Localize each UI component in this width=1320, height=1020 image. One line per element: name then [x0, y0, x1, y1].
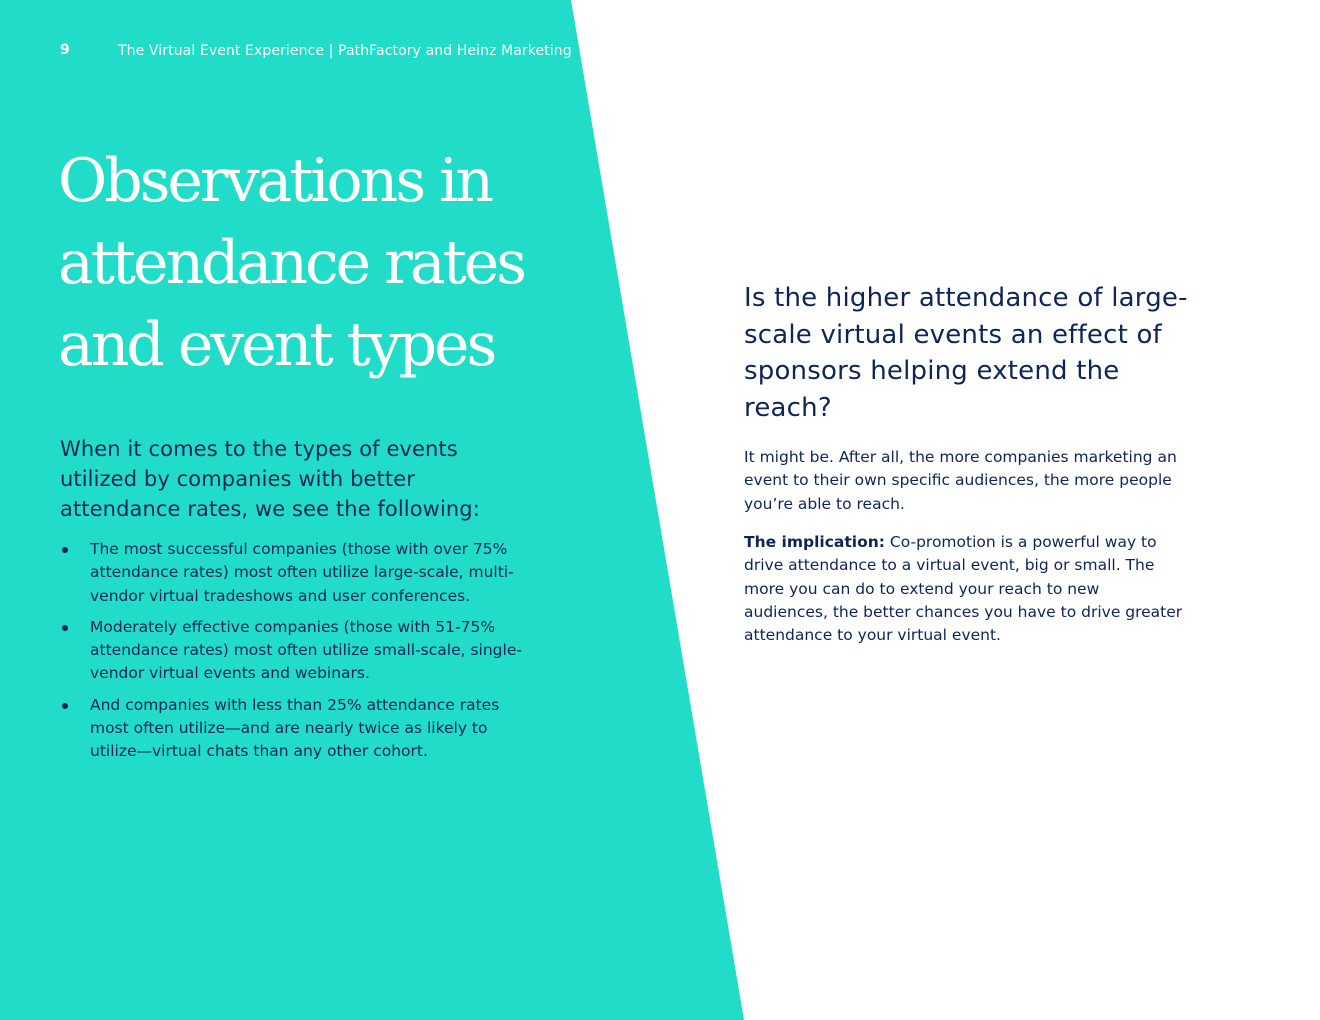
bullet-dot-icon	[62, 703, 68, 709]
findings-list	[60, 538, 530, 772]
list-item	[60, 538, 530, 608]
bullet-dot-icon	[62, 547, 68, 553]
page-number: 9	[60, 42, 70, 58]
list-item	[60, 694, 530, 764]
list-item-text: And companies with less than 25% attendance rates most often utilize—and are nearly twice as likely to utilize—virtual chats than any other cohort.	[90, 695, 500, 761]
implication-paragraph	[744, 531, 1184, 647]
implication-label: The implication:	[744, 533, 885, 551]
list-item	[60, 616, 530, 686]
sidebar-question-heading: Is the higher attendance of large-scale virtual events an effect of sponsors helping extend the reach?	[744, 283, 1188, 424]
list-item-text: Moderately effective companies (those with 51-75% attendance rates) most often utilize small-scale, single-vendor virtual events and webinars.	[90, 617, 522, 683]
list-item-text: The most successful companies (those with over 75% attendance rates) most often utilize large-scale, multi-vendor virtual tradeshows and user conferences.	[90, 540, 514, 605]
implication-text: Co-promotion is a powerful way to drive attendance to a virtual event, big or small. The more you can do to extend your reach to new audiences, the better chances you have to drive greater attendance to your virtual event.	[744, 533, 1183, 645]
document-title: The Virtual Event Experience | PathFactory and Heinz Marketing	[118, 43, 572, 59]
page-title: Observations in attendance rates and event types	[58, 146, 525, 380]
lead-paragraph: When it comes to the types of events utilized by companies with better attendance rates, we see the following:	[60, 437, 480, 521]
bullet-dot-icon	[62, 625, 68, 631]
answer-paragraph: It might be. After all, the more companies marketing an event to their own specific audiences, the more people you’re able to reach.	[744, 448, 1177, 513]
